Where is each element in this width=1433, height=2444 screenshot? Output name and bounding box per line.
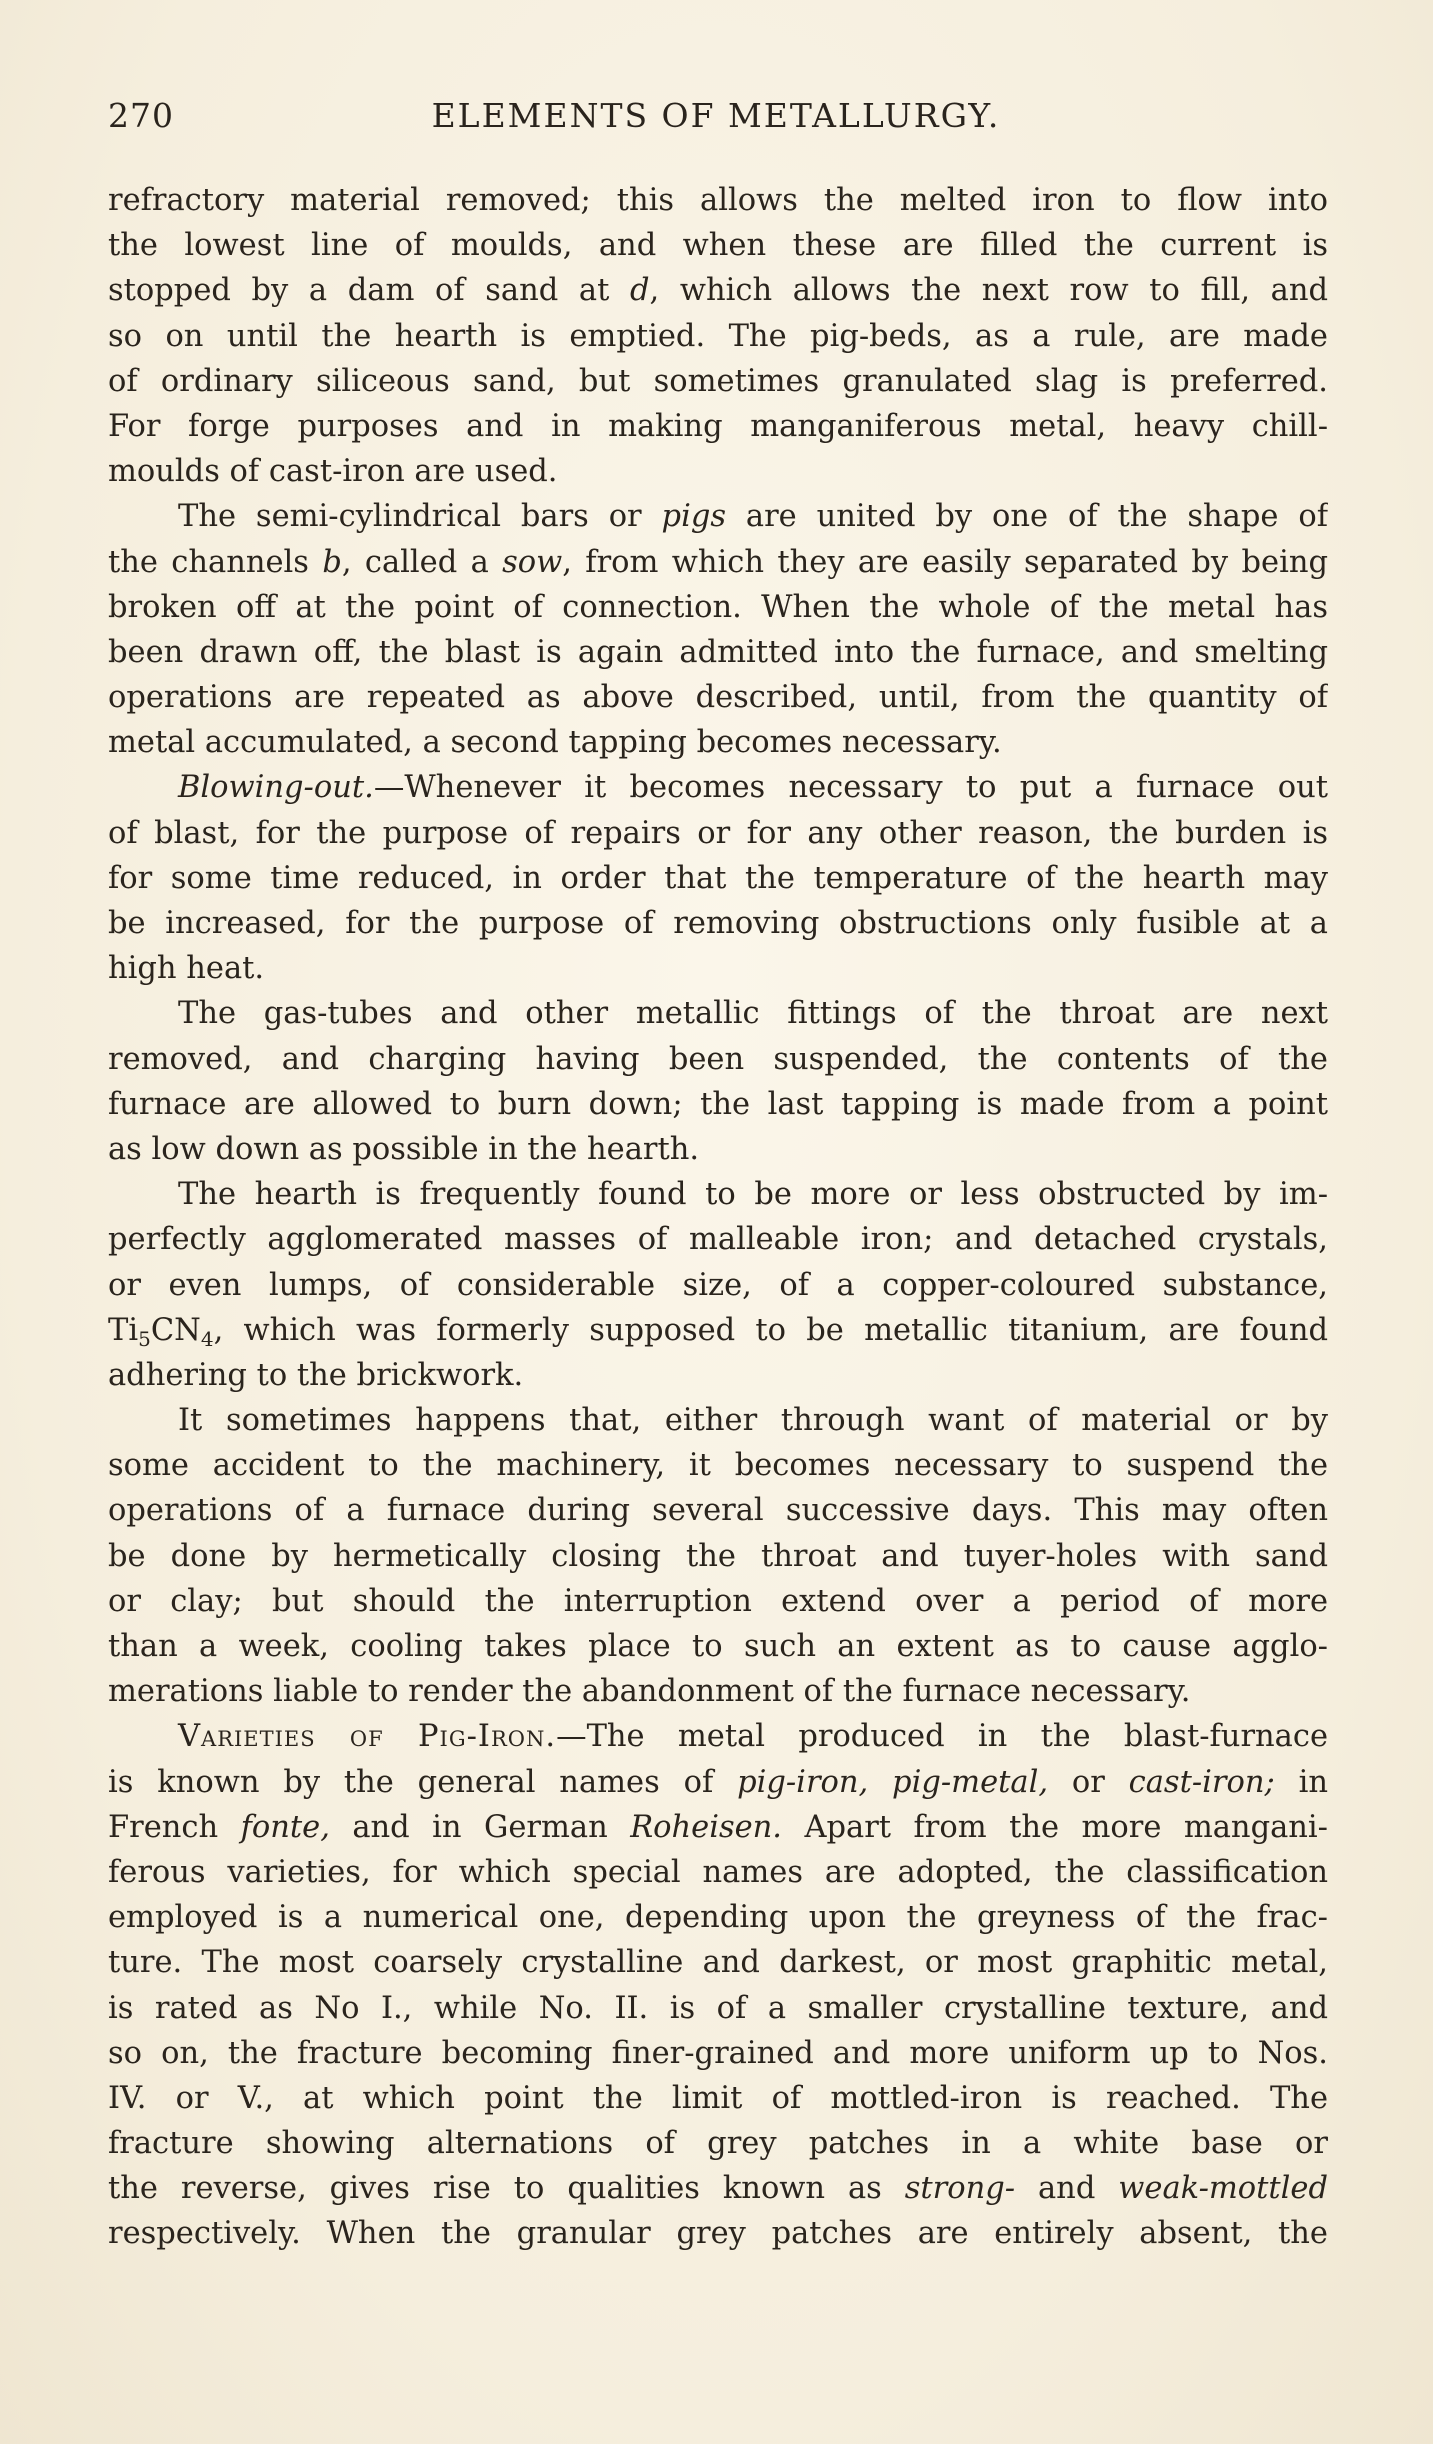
text-line: the lowest line of moulds, and when these are filled the current is bbox=[108, 228, 1328, 264]
text-line: operations of a furnace during several successive days. This may often bbox=[108, 1493, 1328, 1529]
text-line: broken off at the point of connection. When the whole of the metal has bbox=[108, 589, 1328, 625]
text-line: the channels b, called a sow, from which they are easily separated by being bbox=[108, 544, 1328, 580]
text-line: high heat. bbox=[108, 951, 265, 987]
text-line: so on until the hearth is emptied. The pig-beds, as a rule, are made bbox=[108, 318, 1328, 354]
text-line: The semi-cylindrical bars or pigs are united by one of the shape of bbox=[178, 499, 1328, 535]
text-line: The hearth is frequently found to be more or less obstructed by im- bbox=[178, 1177, 1328, 1213]
text-line: for some time reduced, in order that the temperature of the hearth may bbox=[108, 860, 1328, 896]
text-line: The gas-tubes and other metallic fittings of the throat are next bbox=[178, 996, 1328, 1032]
text-line: IV. or V., at which point the limit of mottled-iron is reached. The bbox=[108, 2080, 1328, 2116]
text-line: Varieties of Pig-Iron.—The metal produced in the blast-furnace bbox=[178, 1719, 1328, 1755]
text-line: is rated as No I., while No. II. is of a smaller crystalline texture, and bbox=[108, 1990, 1328, 2026]
text-line: be increased, for the purpose of removing obstructions only fusible at a bbox=[108, 906, 1328, 941]
text-line: or clay; but should the interruption extend over a period of more bbox=[108, 1583, 1328, 1619]
text-line: ture. The most coarsely crystalline and darkest, or most graphitic metal, bbox=[108, 1945, 1328, 1981]
text-line: is known by the general names of pig-iron, pig-metal, or cast-iron; in bbox=[108, 1764, 1328, 1800]
text-line: merations liable to render the abandonment of the furnace necessary. bbox=[108, 1674, 1191, 1710]
text-line: the reverse, gives rise to qualities known as strong- and weak-mottled bbox=[108, 2171, 1328, 2207]
text-line: than a week, cooling takes place to such an extent as to cause agglo- bbox=[108, 1629, 1328, 1664]
text-line: French fonte, and in German Roheisen. Apart from the more mangani- bbox=[108, 1809, 1328, 1845]
text-line: be done by hermetically closing the throat and tuyer-holes with sand bbox=[108, 1538, 1328, 1574]
text-line: as low down as possible in the hearth. bbox=[108, 1131, 700, 1167]
text-line: metal accumulated, a second tapping becomes necessary. bbox=[108, 725, 1002, 761]
text-line: removed, and charging having been suspended, the contents of the bbox=[108, 1041, 1328, 1077]
text-line: perfectly agglomerated masses of malleable iron; and detached crystals, bbox=[108, 1222, 1328, 1258]
text-line: so on, the fracture becoming finer-grained and more uniform up to Nos. bbox=[108, 2035, 1328, 2071]
text-line: refractory material removed; this allows the melted iron to flow into bbox=[108, 183, 1328, 218]
text-line: furnace are allowed to burn down; the last tapping is made from a point bbox=[108, 1086, 1328, 1122]
body-text bbox=[108, 178, 1328, 2257]
chemical-formula: $Ti_5CN_4$ bbox=[108, 1312, 214, 1351]
running-title: ELEMENTS OF METALLURGY. bbox=[431, 96, 1001, 135]
text-line: been drawn off, the blast is again admitted into the furnace, and smelting bbox=[108, 634, 1328, 670]
text-line: Blowing-out.—Whenever it becomes necessary to put a furnace out bbox=[178, 770, 1328, 806]
text-line: $Ti_5CN_4$, which was formerly supposed to be metallic titanium, are found bbox=[108, 1312, 1328, 1351]
text-line: or even lumps, of considerable size, of a copper-coloured substance, bbox=[108, 1267, 1328, 1303]
text-line: operations are repeated as above described, until, from the quantity of bbox=[108, 680, 1328, 716]
text-line: adhering to the brickwork. bbox=[108, 1357, 524, 1393]
text-line: of ordinary siliceous sand, but sometimes granulated slag is preferred. bbox=[108, 363, 1328, 399]
text-line: of blast, for the purpose of repairs or for any other reason, the burden is bbox=[108, 815, 1328, 851]
page-number: 270 bbox=[108, 96, 174, 135]
text-line: It sometimes happens that, either through want of material or by bbox=[178, 1403, 1328, 1439]
text-line: respectively. When the granular grey patches are entirely absent, the bbox=[108, 2216, 1328, 2252]
page-header bbox=[108, 96, 1324, 146]
text-line: employed is a numerical one, depending upon the greyness of the frac- bbox=[108, 1900, 1328, 1936]
text-line: For forge purposes and in making manganiferous metal, heavy chill- bbox=[108, 408, 1328, 444]
section-heading: Blowing-out. bbox=[178, 770, 374, 806]
text-line: fracture showing alternations of grey patches in a white base or bbox=[108, 2126, 1328, 2162]
text-line: some accident to the machinery, it becomes necessary to suspend the bbox=[108, 1448, 1328, 1484]
text-line: stopped by a dam of sand at d, which allows the next row to fill, and bbox=[108, 273, 1328, 309]
text-line: moulds of cast-iron are used. bbox=[108, 454, 558, 490]
section-heading: Varieties of Pig-Iron. bbox=[178, 1719, 557, 1755]
text-line: ferous varieties, for which special names are adopted, the classification bbox=[108, 1854, 1328, 1890]
